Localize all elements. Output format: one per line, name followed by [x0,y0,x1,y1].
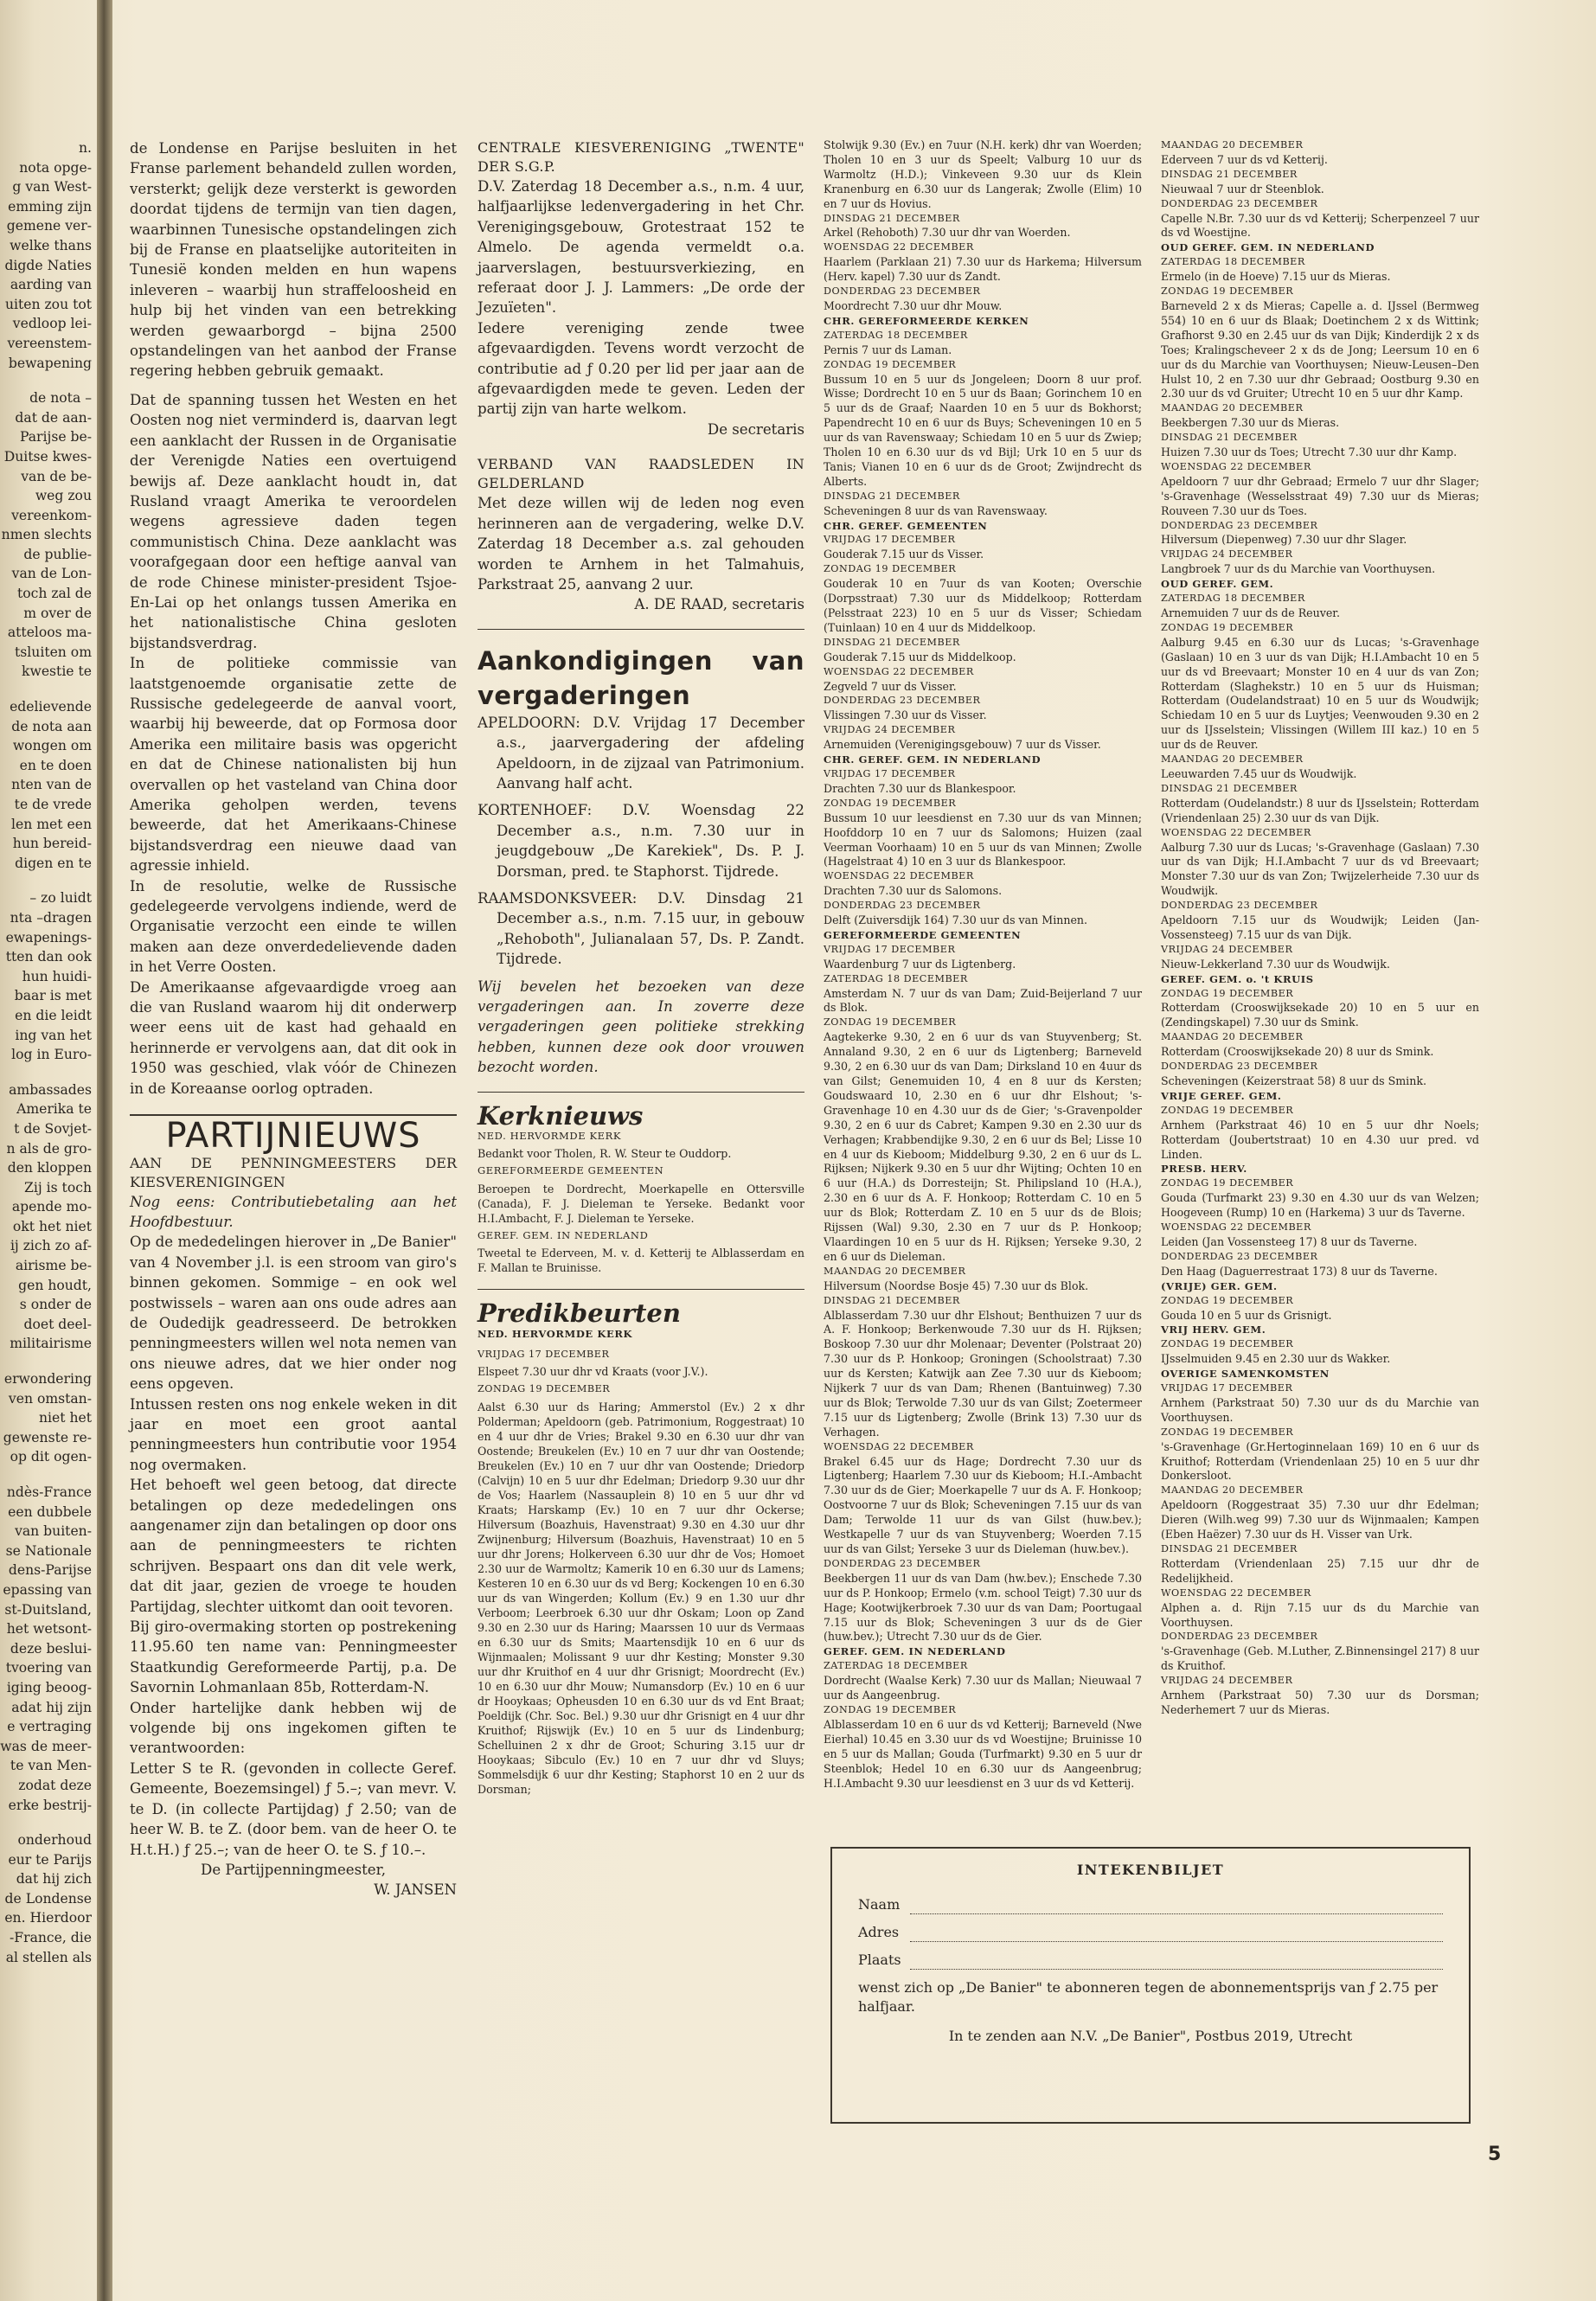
service-entry: Langbroek 7 uur ds du Marchie van Voorthuysen. [1161,562,1436,576]
previous-page-line: het wetsont- [6,1621,92,1638]
date-heading: DINSDAG 21 DECEMBER [1161,168,1298,180]
date-heading: ZONDAG 19 DECEMBER [1161,1177,1294,1189]
previous-page-line: s onder de [19,1297,92,1313]
service-entry: Nieuw-Lekkerland 7.30 uur ds Woudwijk. [1161,957,1390,971]
previous-page-line: en die leidt [15,1007,92,1023]
date-heading: ZATERDAG 18 DECEMBER [1161,256,1305,268]
previous-page-line: de nota – [29,390,92,407]
previous-page-line: van buiten- [15,1523,92,1540]
date-heading: DONDERDAG 23 DECEMBER [824,900,981,912]
service-entry: Elspeet 7.30 uur dhr vd Kraats (voor J.V.). [478,1365,708,1379]
previous-page-line [0,682,92,697]
previous-page-line: Duitse kwes- [3,448,92,465]
service-entry: Ermelo (in de Hoeve) 7.15 uur ds Mieras. [1161,270,1391,284]
previous-page-line: van de be- [21,468,92,484]
paragraph: Bij giro-overmaking storten op postrekening 11.95.60 ten name van: Penningmeester Staatkundig Gereformeerde Partij, p.a. De Savornin Lohmanlaan 85b, Rotterdam-N. [130,1618,457,1696]
previous-page-line: tsluiten om [15,644,92,660]
paragraph: D.V. Zaterdag 18 December a.s., n.m. 4 uur, halfjaarlijkse ledenvergadering in het Chr. Verenigingsgebouw, Grotestraat 152 te Almelo. De agenda vermeldt o.a. jaarverslagen, bestuursverkiezing, en referaat door J. J. Lammers: „De orde der Jezuïeten". [478,178,804,317]
previous-page-line: den kloppen [7,1160,92,1176]
section-heading-partijnieuws: PARTIJNIEUWS [130,1114,457,1146]
date-heading: MAANDAG 20 DECEMBER [1161,753,1304,766]
paragraph: Dat de spanning tussen het Westen en het Oosten nog niet verminderd is, daarvan legt een aanklacht der Russen in de Organisatie der Verenigde Naties een overtuigend bewijs af. Deze aanklacht houdt in, dat Rusland vraagt Amerika te veroordelen wegens agressieve daden tegen communistisch China. Deze aanklacht was voorafgegaan door een heftige aanval van de rode Chinese minister-president Tsjoe-En-Lai op het onlangs tussen Amerika en het nationalistische China gesloten bijstandsverdrag. [130,391,457,651]
service-entry: Capelle N.Br. 7.30 uur ds vd Ketterij; Scherpenzeel 7 uur ds vd Woestijne. [1161,211,1479,240]
previous-page-line: bewapening [8,355,92,371]
previous-page-line: militairisme [10,1336,92,1352]
service-entry: 's-Gravenhage (Geb. M.Luther, Z.Binnensingel 217) 8 uur ds Kruithof. [1161,1644,1479,1673]
previous-page-column [0,138,92,2163]
service-entry: Stolwijk 9.30 (Ev.) en 7uur (N.H. kerk) dhr van Woerden; Tholen 10 en 3 uur ds Speelt; Valburg 10 uur ds Warmoltz (H.D.); Vinkeveen 9.30 uur ds Klein Kranenburg en 6.30 uur ds Langerak; Zwolle (Elim) 10 en 7 uur ds Hovius. [824,138,1142,210]
date-heading: DONDERDAG 23 DECEMBER [824,285,981,298]
divider [478,629,804,630]
service-entry: Aagtekerke 9.30, 2 en 6 uur ds van Stuyvenberg; St. Annaland 9.30, 2 en 6 uur ds Ligtenberg; Barneveld 9.30, 2 en 6.30 uur ds van Dam; Dirksland 10 en 4uur ds van Gilst; Genemuiden 10, 4 en 8 uur ds Kersten; Goudswaard 10, 2.30 en 6 uur dhr Elshout; 's-Gravenhage 10 en 4.30 uur ds de Gier; 's-Gravenpolder 9.30, 2 en 6 uur ds Cabret; Kampen 9.30 en 2.30 uur ds Verhagen; Krabbendijke 9.30, 2 en 6 uur ds Bel; Lisse 10 en 4 uur ds Kieboom; Middelburg 9.30, 2 en 6 uur ds L. Rijksen; Nijkerk 9.30 en 5 uur dhr Wijting; Ochten 10 en 6 uur (H.A.) ds Dorresteijn; St. Philipsland 10 (H.A.), 2.30 en 6 uur ds A. F. Honkoop; Rotterdam C. 10 en 5 uur ds Blok; Rotterdam Z. 10 en 5 uur ds de Blois; Rijssen (Wal) 9.30, 2.30 en 7 uur ds P. Honkoop; Vlaardingen 10 en 5 uur ds H. Rijksen; Yerseke 9.30, 2 en 6 uur ds Dieleman. [824,1030,1142,1263]
divider [478,1092,804,1093]
date-heading: DONDERDAG 23 DECEMBER [1161,519,1318,531]
previous-page-line: atteloos ma- [7,625,92,641]
announcement-note: Wij bevelen het bezoeken van deze vergaderingen aan. In zoverre deze vergaderingen geen politieke strekking hebben, kunnen deze ook door vrouwen bezocht worden. [478,977,804,1076]
previous-page-line: len met een [11,816,92,832]
section-heading-kerknieuws: Kerknieuws [478,1100,644,1131]
service-entry: Barneveld 2 x ds Mieras; Capelle a. d. IJssel (Bermweg 554) 10 en 6 uur ds Blaak; Doetinchem 2 x ds Wittink; Grafhorst 9.30 en 2.45 uur ds van Dijk; Kinderdijk 2 x ds Toes; Kralingscheveer 2 x ds de Jong; Leersum 10 en 6 uur ds du Marchie van Voorthuysen; Nieuw-Leusen–Den Hulst 10, 2 en 7.30 uur dhr Gebraad; Oostburg 9.30 en 2.30 uur ds vd Gruiter; Utrecht 10 en 5 uur dhr Kamp. [1161,298,1479,401]
signature-line: De Partijpenningmeester, [201,1861,386,1878]
service-entry: Ederveen 7 uur ds vd Ketterij. [1161,152,1328,166]
service-entry: Rotterdam (Oudelandstr.) 8 uur ds IJsselstein; Rotterdam (Vriendenlaan 25) 2.30 uur ds van Dijk. [1161,796,1479,824]
service-entry: Leeuwarden 7.45 uur ds Woudwijk. [1161,766,1357,780]
previous-page-line: weg zou [35,488,92,504]
previous-page-line: nmen slechts [1,527,92,543]
previous-page-line: en. Hierdoor [4,1910,92,1926]
previous-page-line: ven omstan- [8,1390,92,1407]
paragraph: In de resolutie, welke de Russische gedelegeerde vervolgens indiende, werd de Organisatie verzocht een einde te willen maken aan deze onverdedelievende daden in het Verre Oosten. [130,877,457,976]
previous-page-line: te de vrede [14,797,92,812]
previous-page-line: dat hij zich [16,1871,92,1888]
previous-page-line: ing van het [15,1027,92,1043]
date-heading: ZONDAG 19 DECEMBER [1161,285,1294,298]
service-entry: Arnhem (Parkstraat 50) 7.30 uur ds du Marchie van Voorthuysen. [1161,1395,1479,1424]
previous-page-line: de Londense [4,1890,92,1907]
date-heading: DINSDAG 21 DECEMBER [824,490,960,502]
service-entry: Arnemuiden 7 uur ds de Reuver. [1161,606,1340,619]
service-entry: Zegveld 7 uur ds Visser. [824,679,957,693]
church-news: Beroepen te Dordrecht, Moerkapelle en Ottersville (Canada), F. J. Dieleman te Yerseke. Bedankt voor H.I.Ambacht, F. J. Dieleman te Yerseke. [478,1182,804,1225]
date-heading: MAANDAG 20 DECEMBER [1161,402,1304,414]
church-heading: VRIJ HERV. GEM. [1161,1324,1266,1336]
church-heading: CHR. GEREFORMEERDE KERKEN [824,314,1029,327]
divider [478,1289,804,1290]
previous-page-line: te van Men- [10,1758,92,1774]
subscription-coupon [830,1847,1471,2124]
service-entry: Vlissingen 7.30 uur ds Visser. [824,708,987,722]
church-heading: OUD GEREF. GEM. IN NEDERLAND [1161,241,1375,254]
previous-page-line: van de Lon- [11,566,92,582]
date-heading: WOENSDAG 22 DECEMBER [1161,460,1311,472]
previous-page-line: kwestie te [22,663,92,680]
church-heading: OUD GEREF. GEM. [1161,578,1274,591]
date-heading: ZONDAG 19 DECEMBER [824,1703,957,1715]
paragraph: Letter S te R. (gevonden in collecte Geref. Gemeente, Boezemsingel) ƒ 5.–; van mevr. V. te D. (in collecte Partijdag) ƒ 2.50; van de heer W. B. te Z. (door bem. van de heer O. te H.t.H.) ƒ 25.–; van de heer O. te S. ƒ 10.–. [130,1759,457,1858]
previous-page-line: vereenstem- [7,335,92,351]
date-heading: VRIJDAG 17 DECEMBER [824,534,956,546]
paragraph: Op de mededelingen hierover in „De Banier" van 4 November j.l. is een stroom van giro's binnen gekomen. Sommige – en ook wel postwissels – waren aan ons oude adres aan de Oudedijk geadresseerd. De betrokken penningmeesters willen wel nota nemen van ons nieuwe adres, dat we hier onder nog eens opgeven. [130,1234,457,1393]
paragraph: Nog eens: Contributiebetaling aan het Hoofdbestuur. [130,1193,457,1230]
date-heading: ZATERDAG 18 DECEMBER [824,1660,968,1672]
previous-page-line: hun bereid- [12,836,92,852]
date-heading: DONDERDAG 23 DECEMBER [1161,1250,1318,1262]
city-field[interactable] [858,1951,1443,1970]
service-entry: Alblasserdam 7.30 uur dhr Elshout; Benthuizen 7 uur ds A. F. Honkoop; Berkenwoude 7.30 uur ds H. Rijksen; Boskoop 7.30 uur dhr Molenaar; Deventer (Polstraat 20) 7.30 uur ds P. Honkoop; Groningen (Schoolstraat) 7.30 uur ds Kersten; Katwijk aan Zee 7.30 uur ds Kieboom; Nijkerk 7 uur ds van Dam; Rhenen (Bantuinweg) 7.30 uur ds Blok; Terwolde 7.30 uur ds van Gilst; Zoetermeer 7.15 uur ds Ligtenberg; Zwolle (Brink 13) 7.30 uur ds Verhagen. [824,1308,1142,1439]
church-heading: PRESB. HERV. [1161,1163,1247,1176]
date-heading: DINSDAG 21 DECEMBER [824,212,960,224]
previous-page-line: deze beslui- [10,1640,92,1657]
date-heading: WOENSDAG 22 DECEMBER [824,665,974,677]
previous-page-line: g van West- [12,179,92,195]
column-4 [1161,138,1479,1718]
date-heading: ZONDAG 19 DECEMBER [1161,1426,1294,1438]
date-heading: MAANDAG 20 DECEMBER [824,1265,966,1277]
previous-page-line: nta –dragen [10,909,92,926]
section-heading-aankondigingen: Aankondigingen van vergaderingen [478,645,804,710]
previous-page-line [0,373,92,388]
date-heading: ZONDAG 19 DECEMBER [1161,1294,1294,1306]
date-heading: ZONDAG 19 DECEMBER [824,563,957,575]
service-entry: Aalst 6.30 uur ds Haring; Ammerstol (Ev.) 2 x dhr Polderman; Apeldoorn (geb. Patrimonium, Roggestraat) 10 en 4 uur dhr de Vries; Brakel 9.30 en 6.30 uur dhr van Oostende; Breukelen (Ev.) 10 en 7 uur dhr van Oostende; Breukelen (Ev.) 10 en 7 uur dhr van Oostende; Driedorp (Calvijn) 10 en 5 uur dhr Edelman; Driedorp 9.30 uur dhr de Vos; Haarlem (Nassauplein 8) 10 en 5 uur dhr vd Kraats; Harskamp (Ev.) 10 en 7 uur dhr Ockerse; Hilversum (Boazhuis, Havenstraat) 9.30 en 4.30 uur dhr Zwijnenburg; Hilversum (Boazhuis, Havenstraat) 10 en 5 uur dhr Jorens; Holkerveen 6.30 uur dhr de Vos; Homoet 2.30 uur de Warmoltz; Kamerik 10 en 6.30 uur ds Lamens; Kesteren 10 en 6.30 uur ds vd Berg; Kockengen 10 en 6.30 uur ds van Wingerden; Kollum (Ev.) 9 en 1.30 uur dhr Verboom; Leerbroek 6.30 uur dhr Oskam; Loon op Zand 9.30 en 2.30 uur ds Haring; Maarssen 10 uur ds Vermaas en 6.30 uur ds Smits; Maartensdijk 10 en 6 uur ds Wijnmaalen; Molissant 9 uur dhr Kesting; Monster 9.30 uur dhr Kruithof en 4 uur dhr Grisnigt; Moordrecht (Ev.) 10 en 6.30 uur dhr Mouw; Numansdorp (Ev.) 10 en 6 uur dr Hooykaas; Opheusden 10 en 6.30 uur ds vd Ent Braat; Poeldijk (Chr. Soc. Bel.) 9.30 uur dhr Grisnigt en 4 uur dhr Kruithof; Rijswijk (Ev.) 10 en 5 uur ds Lindenburg; Schelluinen 2 x dhr de Groot; Schuring 3.15 uur dr Hooykaas; Sibculo (Ev.) 10 en 7 uur dhr vd Sluys; Sommelsdijk 6 uur dhr Kesting; Staphorst 10 en 2 uur ds Dorsman; [478,1400,804,1796]
service-entry: Scheveningen (Keizerstraat 58) 8 uur ds Smink. [1161,1074,1426,1087]
date-heading: WOENSDAG 22 DECEMBER [1161,826,1311,838]
service-entry: Rotterdam (Crooswijksekade 20) 8 uur ds Smink. [1161,1045,1434,1059]
previous-page-line: onderhoud [17,1832,92,1849]
service-entry: Arnhem (Parkstraat 46) 10 en 5 uur dhr Noels; Rotterdam (Joubertstraat) 10 en 4.30 uur pred. vd Linden. [1161,1118,1479,1161]
date-heading: DINSDAG 21 DECEMBER [824,1294,960,1306]
previous-page-line: dat de aan- [15,409,92,426]
previous-page-line: ndès-France [6,1484,92,1500]
service-entry: Bussum 10 en 5 uur ds Jongeleen; Doorn 8 uur prof. Wisse; Dordrecht 10 en 5 uur ds Baan; Gorinchem 10 en 5 uur ds de Graaf; Naarden 10 en 5 uur ds Bokhorst; Papendrecht 10 en 6 uur ds Buys; Scheveningen 10 en 5 uur ds van Ravenswaay; Schiedam 10 en 5 uur ds Zwiep; Tholen 10 en 6.30 uur ds vd Bijl; Urk 10 en 5 uur ds Tanis; Vianen 10 en 6 uur ds de Groot; Zwijndrecht ds Alberts. [824,372,1142,488]
previous-page-line: eur te Parijs [8,1851,92,1868]
church-heading: NED. HERVORMDE KERK [478,1327,633,1340]
previous-page-line: hun huidi- [22,968,92,984]
previous-page-line: uiten zou tot [4,296,92,312]
service-entry: Brakel 6.45 uur ds Hage; Dordrecht 7.30 uur ds Ligtenberg; Haarlem 7.30 uur ds Kieboom; H.I.-Ambacht 7.30 uur ds de Gier; Moerkapelle 7 uur ds A. F. Honkoop; Oostvoorne 7 uur ds Blok; Scheveningen 7.15 uur ds van Dam; Terwolde 11 uur ds van Gilst (huw.bev.); Westkapelle 7 uur ds van Stuyvenberg; Woerden 7.15 uur ds van Gilst; Yerseke 3 uur ds Dieleman (huw.bev.). [824,1454,1142,1555]
name-field[interactable] [858,1895,1443,1914]
service-entry: Apeldoorn (Roggestraat 35) 7.30 uur dhr Edelman; Dieren (Wilh.weg 99) 7.30 uur ds Wijnmaalen; Kampen (Eben Haëzer) 7.30 uur ds H. Visser van Urk. [1161,1498,1479,1541]
date-heading: ZONDAG 19 DECEMBER [1161,987,1294,999]
previous-page-line: nota opge- [19,159,92,176]
service-entry: Arkel (Rehoboth) 7.30 uur dhr van Woerden. [824,226,1071,240]
previous-page-line: erwondering [3,1371,92,1388]
service-entry: Gouda 10 en 5 uur ds Grisnigt. [1161,1308,1332,1322]
coupon-text: wenst zich op „De Banier" te abonneren tegen de abonnementsprijs van ƒ 2.75 per halfjaar. [858,1979,1439,2015]
date-heading: DINSDAG 21 DECEMBER [1161,782,1298,794]
previous-page-line: e vertraging [7,1719,92,1735]
service-entry: IJsselmuiden 9.45 en 2.30 uur ds Wakker. [1161,1352,1391,1366]
service-entry: Den Haag (Daguerrestraat 173) 8 uur ds Taverne. [1161,1264,1438,1278]
service-entry: Waardenburg 7 uur ds Ligtenberg. [824,957,1016,971]
previous-page-line: log in Euro- [11,1047,92,1063]
subheading: AAN DE PENNINGMEESTERS DER KIESVERENIGINGEN [130,1154,457,1190]
previous-page-line: ewapenings- [5,929,92,945]
church-heading: CHR. GEREF. GEMEENTEN [824,519,988,532]
previous-page-line: emming zijn [8,198,92,215]
church-heading: GEREF. GEM. o. 't KRUIS [1161,972,1314,985]
service-entry: Drachten 7.30 uur ds Blankespoor. [824,781,1016,795]
previous-page-line: – zo luidt [29,890,92,907]
previous-page-line: ambassades [9,1081,92,1098]
address-field[interactable] [858,1923,1443,1942]
service-entry: Aalburg 7.30 uur ds Lucas; 's-Gravenhage (Gaslaan) 7.30 uur ds van Dijk; H.I.Ambacht 7 uur ds vd Breevaart; Monster 7.30 uur ds van Zon; Twijzelerheide 7.30 uur ds Woudwijk. [1161,840,1479,898]
city-line[interactable] [910,1957,1443,1970]
service-entry: Hilversum (Diepenweg) 7.30 uur dhr Slager. [1161,533,1407,547]
previous-page-line: iging beoog- [6,1679,92,1695]
column-1 [130,138,457,1900]
date-heading: VRIJDAG 24 DECEMBER [1161,548,1293,561]
previous-page-line [0,1815,92,1830]
date-heading: ZONDAG 19 DECEMBER [824,1016,957,1029]
date-heading: DONDERDAG 23 DECEMBER [824,1557,981,1569]
previous-page-line: toch zal de [16,586,92,602]
church-heading: NED. HERVORMDE KERK [478,1130,622,1143]
previous-page-line: dens-Parijse [8,1562,92,1579]
service-entry: Beekbergen 7.30 uur ds Mieras. [1161,416,1340,430]
service-entry: Rotterdam (Crooswijksekade 20) 10 en 5 uur en (Zendingskapel) 7.30 uur ds Smink. [1161,1001,1479,1029]
service-entry: Hilversum (Noordse Bosje 45) 7.30 uur ds Blok. [824,1279,1089,1292]
previous-page-line: adat hij zijn [11,1699,92,1715]
column-2 [478,138,804,1797]
date-heading: MAANDAG 20 DECEMBER [1161,139,1304,151]
date-heading: ZONDAG 19 DECEMBER [1161,1338,1294,1350]
service-entry: Arnhem (Parkstraat 50) 7.30 uur ds Dorsman; Nederhemert 7 uur ds Mieras. [1161,1689,1479,1716]
column-3 [824,138,1142,1791]
service-entry: Haarlem (Parklaan 21) 7.30 uur ds Harkema; Hilversum (Herv. kapel) 7.30 uur ds Zandt. [824,255,1142,284]
signature: De secretaris [707,420,804,438]
previous-page-line: gemene ver- [6,218,92,234]
paragraph: Onder hartelijke dank hebben wij de volgende bij ons ingekomen giften te verantwoorden: [130,1699,457,1757]
service-entry: Dordrecht (Waalse Kerk) 7.30 uur ds Mallan; Nieuwaal 7 uur ds Aangeenbrug. [824,1674,1142,1702]
church-news: Bedankt voor Tholen, R. W. Steur te Ouddorp. [478,1147,732,1161]
service-entry: Scheveningen 8 uur ds van Ravenswaay. [824,503,1048,517]
service-entry: Rotterdam (Vriendenlaan 25) 7.15 uur dhr de Redelijkheid. [1161,1556,1479,1585]
previous-page-line [0,1065,92,1080]
previous-page-line: digen en te [15,855,92,871]
notice-heading: CENTRALE KIESVERENIGING „TWENTE" DER S.G.P. [478,139,804,175]
date-heading: ZATERDAG 18 DECEMBER [1161,593,1305,605]
date-heading: DONDERDAG 23 DECEMBER [824,695,981,707]
date-heading: ZONDAG 19 DECEMBER [1161,621,1294,633]
signature-name: W. JANSEN [374,1881,457,1899]
date-heading: ZONDAG 19 DECEMBER [478,1383,611,1395]
previous-page-line: m over de [23,605,92,621]
previous-page-line [0,1467,92,1483]
previous-page-line: vereenkom- [11,507,92,523]
coupon-title: INTEKENBILJET [1076,1862,1225,1878]
previous-page-line: welke thans [10,237,92,253]
service-entry: Apeldoorn 7.15 uur ds Woudwijk; Leiden (Jan-Vossensteeg) 7.15 uur ds van Dijk. [1161,913,1479,941]
paragraph: In de politieke commissie van laatstgenoemde organisatie zette de Russische gedelegeerde de aanval voort, waarbij hij beweerde, dat op Formosa door Amerika een militaire basis was opgericht en dat de Chinese nationalisten bij hun overvallen op het vasteland van China door Amerika geholpen werden, tevens beweerde, dat het Amerikaans-Chinese bijstandsverdrag een nieuwe daad van agressie inhield. [130,655,457,875]
previous-page-line: was de meer- [0,1738,92,1754]
service-entry: Delft (Zuiversdijk 164) 7.30 uur ds van Minnen. [824,913,1088,927]
date-heading: DONDERDAG 23 DECEMBER [1161,197,1318,209]
previous-page-line: de nota aan [11,718,92,734]
date-heading: VRIJDAG 17 DECEMBER [824,943,956,955]
previous-page-line: op dit ogen- [10,1449,92,1465]
date-heading: VRIJDAG 24 DECEMBER [1161,943,1293,955]
church-heading: CHR. GEREF. GEM. IN NEDERLAND [824,753,1042,766]
notice-heading: VERBAND VAN RAADSLEDEN IN GELDERLAND [478,456,804,492]
date-heading: DONDERDAG 23 DECEMBER [1161,1061,1318,1073]
page-number: 5 [1488,2144,1502,2165]
address-label: Adres [858,1924,900,1940]
service-entry: Moordrecht 7.30 uur dhr Mouw. [824,298,1003,312]
date-heading: ZATERDAG 18 DECEMBER [824,329,968,341]
date-heading: ZONDAG 19 DECEMBER [824,358,957,370]
date-heading: WOENSDAG 22 DECEMBER [824,1440,974,1452]
service-entry: Gouda (Turfmarkt 23) 9.30 en 4.30 uur ds van Welzen; Hoogeveen (Rump) 10 en (Harkema) 3 uur ds Taverne. [1161,1191,1479,1220]
service-entry: Pernis 7 uur ds Laman. [824,343,952,356]
date-heading: VRIJDAG 17 DECEMBER [824,767,956,779]
previous-page-line: erke bestrij- [8,1797,92,1813]
date-heading: WOENSDAG 22 DECEMBER [824,241,974,253]
service-entry: Alblasserdam 10 en 6 uur ds vd Ketterij; Barneveld (Nwe Eierhal) 10.45 en 3.30 uur ds vd Woestijne; Bruinisse 10 en 5 uur ds Mallan; Gouda (Turfmarkt) 9.30 en 5 uur dr Steenblok; Hedel 10 en 6.30 uur ds Aangeenbrug; H.I.Ambacht 9.30 uur leesdienst en 3 uur ds vd Ketterij. [824,1717,1142,1790]
city-label: Plaats [858,1952,901,1968]
date-heading: WOENSDAG 22 DECEMBER [1161,1221,1311,1234]
previous-page-line: tvoering van [5,1660,92,1676]
service-entry: Gouderak 7.15 uur ds Visser. [824,548,984,561]
previous-page-line: Parijse be- [19,429,92,445]
paragraph: de Londense en Parijse besluiten in het Franse parlement behandeld zullen worden, versterkt; gelijk deze versterkt is geworden doordat tijdens de termijn van tien dagen, waarbinnen Tunesische opstandelingen zich bij de Franse en plaatselijke autoriteiten in Tunesië konden melden en hun wapens inleveren – waarbij hun straffeloosheid en hulp bij het vinden van een betrekking werden gewaarborgd – bijna 2500 opstandelingen van het aanbod der Franse regering hebben gebruik gemaakt. [130,140,457,380]
previous-page-line: vedloop lei- [12,316,92,332]
date-heading: MAANDAG 20 DECEMBER [1161,1484,1304,1497]
date-heading: VRIJDAG 17 DECEMBER [1161,1382,1293,1394]
previous-page-line: apende mo- [11,1199,92,1215]
previous-page-line: n als de gro- [6,1140,92,1157]
date-heading: DINSDAG 21 DECEMBER [1161,432,1298,444]
paragraph: Intussen resten ons nog enkele weken in dit jaar en moet een groot aantal penningmeesters hun contributie voor 1954 nog overmaken. [130,1395,457,1473]
previous-page-line: okt het niet [12,1218,92,1234]
service-entry: 's-Gravenhage (Gr.Hertoginnelaan 169) 10 en 6 uur ds Kruithof; Rotterdam (Vriendenlaan 25) 10 en 5 uur dhr Donkersloot. [1161,1439,1479,1483]
date-heading: ZONDAG 19 DECEMBER [824,797,957,809]
previous-page-line: gen houdt, [18,1277,92,1293]
name-line[interactable] [910,1901,1443,1914]
church-heading: (VRIJE) GER. GEM. [1161,1279,1278,1292]
church-heading: GEREF. GEM. IN NEDERLAND [824,1645,1006,1658]
paragraph: Het behoeft wel geen betoog, dat directe betalingen op deze mededelingen ons aangenamer zijn dan betalingen op door ons aan de penningmeesters te richten schrijven. Bespaart ons dan dit vele werk, dat dit jaar, gezien de vroege te houden Partijdag, slechter uitkomt dan ooit tevoren. [130,1477,457,1615]
date-heading: ZATERDAG 18 DECEMBER [824,972,968,984]
previous-page-line: ij zich zo af- [10,1238,92,1254]
announcement: RAAMSDONKSVEER: D.V. Dinsdag 21 December a.s., n.m. 7.15 uur, in gebouw „Rehoboth", Julianalaan 57, Ds. P. Zandt. Tijdrede. [478,889,804,968]
date-heading: VRIJDAG 17 DECEMBER [478,1349,610,1361]
church-heading: GEREFORMEERDE GEMEENTEN [478,1164,664,1177]
date-heading: WOENSDAG 22 DECEMBER [1161,1586,1311,1599]
service-entry: Nieuwaal 7 uur dr Steenblok. [1161,182,1324,195]
date-heading: DONDERDAG 23 DECEMBER [1161,1631,1318,1643]
paragraph: Met deze willen wij de leden nog even herinneren aan de vergadering, welke D.V. Zaterdag 18 December a.s. zal gehouden worden te Arnhem in het Talmahuis, Parkstraat 25, aanvang 2 uur. [478,495,804,593]
previous-page-line: niet het [38,1410,92,1426]
previous-page-line: gewenste re- [3,1429,92,1445]
previous-page-line: baar is met [14,988,92,1004]
previous-page-line: wongen om [12,738,92,754]
previous-page-line: zodat deze [18,1777,92,1793]
previous-page-line: -France, die [10,1930,92,1946]
previous-page-line: en te doen [19,757,92,773]
church-news: Tweetal te Ederveen, M. v. d. Ketterij te Alblasserdam en F. Mallan te Bruinisse. [478,1247,804,1275]
previous-page-line: se Nationale [5,1542,92,1559]
service-entry: Drachten 7.30 uur ds Salomons. [824,884,1003,898]
service-entry: Amsterdam N. 7 uur ds van Dam; Zuid-Beijerland 7 uur ds Blok. [824,986,1142,1015]
date-heading: VRIJDAG 24 DECEMBER [824,724,956,736]
service-entry: Huizen 7.30 uur ds Toes; Utrecht 7.30 uur dhr Kamp. [1161,445,1458,459]
signature: A. DE RAAD, secretaris [634,596,804,613]
paragraph: Iedere vereniging zende twee afgevaardigden. Tevens wordt verzocht de contributie ad ƒ 0.20 per lid per jaar aan de afgevaardigden mede te geven. Leden der partij zijn van harte welkom. [478,319,804,418]
announcement: APELDOORN: D.V. Vrijdag 17 December a.s., jaarvergadering der afdeling Apeldoorn, in de zijzaal van Patrimonium. Aanvang half acht. [478,714,804,792]
binding-gutter [97,0,112,2301]
address-line[interactable] [910,1929,1443,1942]
announcement: KORTENHOEF: D.V. Woensdag 22 December a.s., n.m. 7.30 uur in jeugdgebouw „De Karekiek", Ds. P. J. Dorsman, pred. te Staphorst. Tijdrede. [478,802,804,880]
service-entry: Leiden (Jan Vossensteeg 17) 8 uur ds Taverne. [1161,1234,1418,1248]
service-entry: Gouderak 10 en 7uur ds van Kooten; Overschie (Dorpsstraat) 7.30 uur ds Middelkoop; Rotterdam (Pelsstraat 223) 10 en 5 uur ds Visser; Schiedam (Tuinlaan) 10 en 4 uur ds Middelkoop. [824,577,1142,634]
service-entry: Beekbergen 11 uur ds van Dam (hw.bev.); Enschede 7.30 uur ds P. Honkoop; Ermelo (v.m. school Teigt) 7.30 uur ds Hage; Kootwijkerbroek 7.30 uur ds van Dam; Poortugaal 7.15 uur ds Blok; Scheveningen 3 uur ds de Gier (huw.bev.); Utrecht 7.30 uur ds de Gier. [824,1571,1142,1644]
date-heading: DINSDAG 21 DECEMBER [824,636,960,648]
church-heading: GEREFORMEERDE GEMEENTEN [824,928,1022,941]
name-label: Naam [858,1896,901,1913]
paragraph: De Amerikaanse afgevaardigde vroeg aan die van Rusland waarom hij dit onderwerp weer eens uit de kast had gehaald en herinnerde er vervolgens aan, dat dit ook in 1950 was geschied, vlak vóór de Chinezen in de Koreaanse oorlog optraden. [130,978,457,1097]
date-heading: ZONDAG 19 DECEMBER [1161,1104,1294,1116]
previous-page-line: doet deel- [23,1316,92,1332]
service-entry: Apeldoorn 7 uur dhr Gebraad; Ermelo 7 uur dhr Slager; 's-Gravenhage (Wesselsstraat 49) 7.30 uur ds Mieras; Rouveen 7.30 uur ds Toes. [1161,474,1479,517]
date-heading: MAANDAG 20 DECEMBER [1161,1031,1304,1043]
service-entry: Aalburg 9.45 en 6.30 uur ds Lucas; 's-Gravenhage (Gaslaan) 10 en 3 uur ds van Dijk; H.I.Ambacht 10 en 5 uur ds vd Breevaart; Monster 10 en 4 uur ds van Zon; Rotterdam (Slaghekstr.) 10 en 5 uur ds Huisman; Rotterdam (Oudelandstraat) 10 en 5 uur ds Woudwijk; Schiedam 10 en 5 uur ds Luytjes; Veenwouden 9.30 en 2 uur ds IJsselstein; Vlissingen (Willem III kaz.) 10 en 5 uur ds de Reuver. [1161,635,1479,752]
previous-page-line: Zij is toch [24,1179,92,1195]
section-heading-predikbeurten: Predikbeurten [478,1298,681,1329]
previous-page-line: Amerika te [16,1101,92,1118]
previous-page-line: al stellen als [5,1949,92,1965]
previous-page-line: st-Duitsland, [4,1601,92,1618]
date-heading: VRIJDAG 24 DECEMBER [1161,1675,1293,1687]
date-heading: DINSDAG 21 DECEMBER [1161,1543,1298,1554]
church-heading: VRIJE GEREF. GEM. [1161,1089,1282,1102]
previous-page-line: nten van de [11,777,92,793]
church-heading: OVERIGE SAMENKOMSTEN [1161,1368,1330,1381]
date-heading: WOENSDAG 22 DECEMBER [824,870,974,882]
previous-page-line [0,873,92,888]
previous-page-line: airisme be- [15,1258,92,1274]
service-entry: Bussum 10 uur leesdienst en 7.30 uur ds van Minnen; Hoofddorp 10 en 7 uur ds Salomons; Huizen (zaal Veerman Voorhaam) 10 en 5 uur ds van Minnen; Zwolle (Hagelstraat 4) 10 en 3 uur ds Blankespoor. [824,811,1142,868]
previous-page-line: n. [79,140,92,156]
service-entry: Gouderak 7.15 uur ds Middelkoop. [824,650,1016,663]
previous-page-line: een dubbele [8,1503,92,1520]
coupon-address: In te zenden aan N.V. „De Banier", Postbus 2019, Utrecht [948,2028,1353,2044]
date-heading: DONDERDAG 23 DECEMBER [1161,900,1318,912]
previous-page-line: edelievende [10,699,92,715]
previous-page-line: digde Naties [4,257,92,273]
previous-page-line: t de Sovjet- [14,1120,92,1137]
previous-page-line [0,1354,92,1369]
previous-page-line: epassing van [3,1581,92,1598]
previous-page-line: de publie- [23,546,92,562]
service-entry: Arnemuiden (Verenigingsgebouw) 7 uur ds Visser. [824,738,1101,752]
previous-page-line: tten dan ook [5,949,92,965]
service-entry: Alphen a. d. Rijn 7.15 uur ds du Marchie van Voorthuysen. [1161,1600,1479,1629]
church-heading: GEREF. GEM. IN NEDERLAND [478,1228,649,1241]
previous-page-line: aarding van [10,277,92,293]
